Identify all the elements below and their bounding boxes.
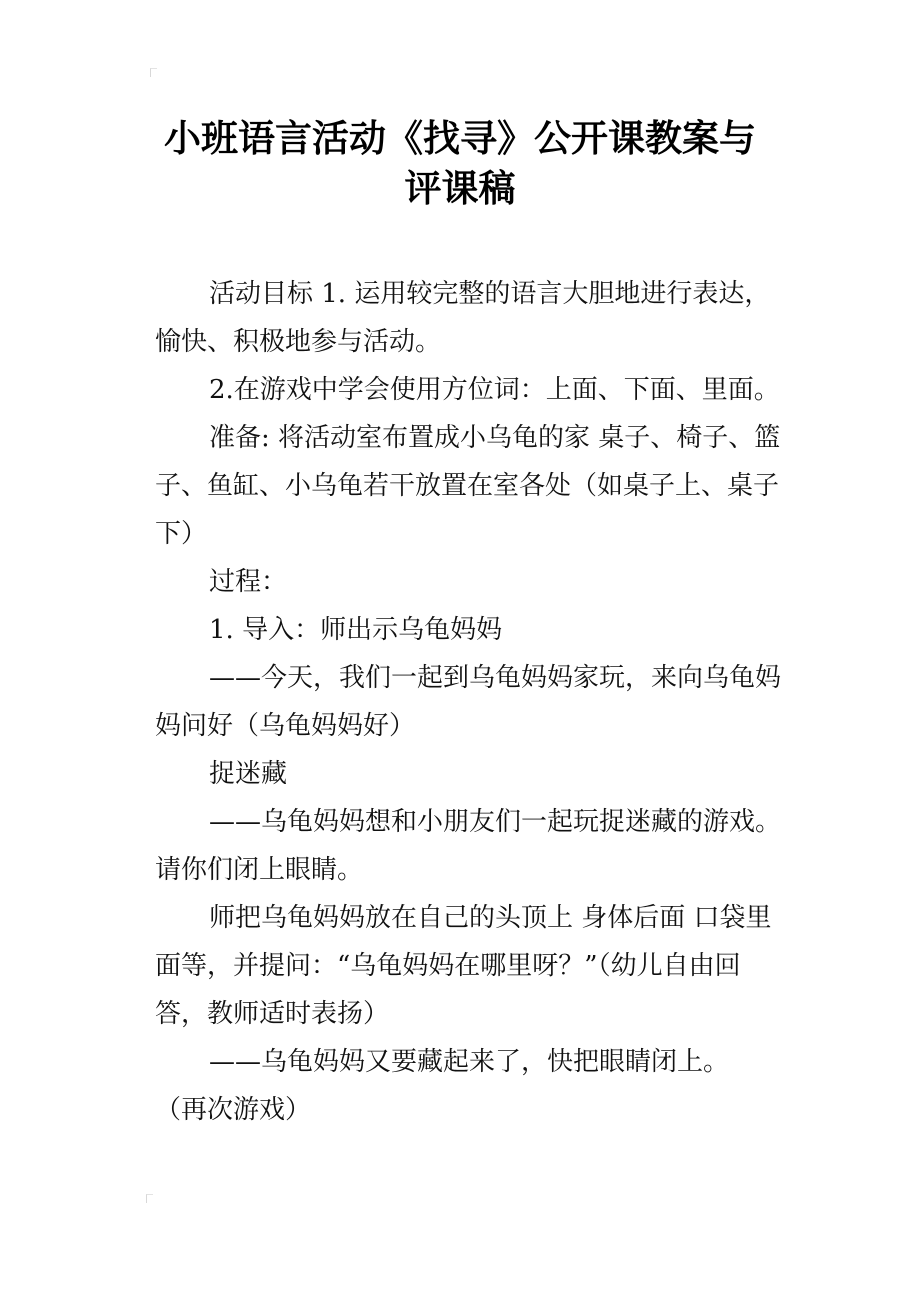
paragraph-greeting: ——今天，我们一起到乌龟妈妈家玩，来向乌龟妈妈问好（乌龟妈妈好） bbox=[155, 663, 782, 741]
document-body bbox=[155, 270, 785, 1134]
corner-mark-top bbox=[150, 68, 157, 77]
paragraph-step-1: 1. 导入：师出示乌龟妈妈 bbox=[209, 615, 503, 645]
corner-mark-bottom bbox=[146, 1194, 153, 1203]
paragraph-repeat-game: （再次游戏） bbox=[155, 1095, 312, 1125]
paragraph-hide-and-seek: 捉迷藏 bbox=[209, 759, 288, 789]
page-title bbox=[130, 114, 790, 214]
paragraph-hide-again: ——乌龟妈妈又要藏起来了，快把眼睛闭上。 bbox=[209, 1047, 730, 1077]
paragraph-preparation: 准备: 将活动室布置成小乌龟的家 桌子、椅子、篮子、鱼缸、小乌龟若干放置在室各处（如桌子上、桌子下） bbox=[155, 423, 781, 549]
paragraph-process: 过程： bbox=[209, 567, 288, 597]
title-line-2: 评课稿 bbox=[404, 167, 516, 210]
title-line-1: 小班语言活动《找寻》公开课教案与 bbox=[164, 117, 756, 160]
paragraph-goal: 活动目标 1. 运用较完整的语言大胆地进行表达，愉快、积极地参与活动。 bbox=[155, 279, 771, 357]
paragraph-goal-2: 2.在游戏中学会使用方位词：上面、下面、里面。 bbox=[209, 375, 780, 405]
paragraph-game-intro: ——乌龟妈妈想和小朋友们一起玩捉迷藏的游戏。请你们闭上眼睛。 bbox=[155, 807, 782, 885]
paragraph-teacher-action: 师把乌龟妈妈放在自己的头顶上 身体后面 口袋里面等，并提问：“乌龟妈妈在哪里呀？”（幼儿自由回答，教师适时表扬） bbox=[155, 903, 772, 1029]
